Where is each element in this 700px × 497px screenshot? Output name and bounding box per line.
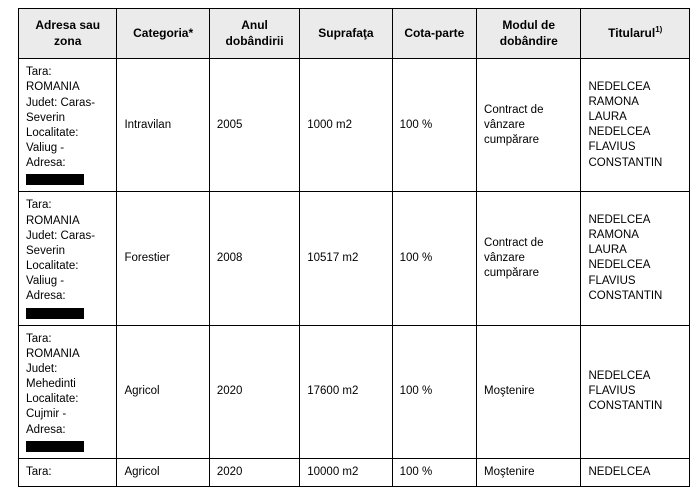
table-row xyxy=(19,192,690,325)
cell-suprafata: 17600 m2 xyxy=(300,325,392,458)
owner-line: RAMONA xyxy=(588,229,639,242)
cell-titularul xyxy=(581,458,690,486)
modul-line: vânzare xyxy=(484,118,525,131)
column-header-cota: Cota-parte xyxy=(392,9,476,59)
column-header-suprafata: Suprafaţa xyxy=(300,9,392,59)
owner-line: FLAVIUS xyxy=(588,274,636,287)
address-line: Valiug - xyxy=(26,275,65,288)
assets-table xyxy=(18,8,690,487)
address-line: Adresa: xyxy=(26,423,66,436)
cell-cota: 100 % xyxy=(392,325,476,458)
address-line: Tara: xyxy=(26,465,52,478)
cell-categoria: Agricol xyxy=(117,325,209,458)
cell-suprafata: 10000 m2 xyxy=(300,458,392,486)
cell-categoria: Forestier xyxy=(117,192,209,325)
cell-modul xyxy=(477,325,581,458)
redaction-bar xyxy=(26,308,84,319)
owner-line: NEDELCEA xyxy=(588,369,651,382)
cell-modul xyxy=(477,59,581,192)
cell-titularul xyxy=(581,192,690,325)
table-header xyxy=(19,9,690,59)
owner-line: FLAVIUS xyxy=(588,385,636,398)
address-line: ROMANIA xyxy=(26,214,80,227)
column-header-titularul-label: Titularul xyxy=(608,26,656,41)
address-line: Adresa: xyxy=(26,157,66,170)
cell-cota: 100 % xyxy=(392,59,476,192)
owner-line: NEDELCEA xyxy=(588,465,651,478)
address-line: Tara: xyxy=(26,332,52,345)
table-body xyxy=(19,59,690,487)
cell-titularul xyxy=(581,325,690,458)
column-header-adresa: Adresa sau zona xyxy=(19,9,117,59)
owner-line: CONSTANTIN xyxy=(588,156,663,169)
cell-titularul xyxy=(581,59,690,192)
column-header-modul: Modul de dobândire xyxy=(477,9,581,59)
owner-line: CONSTANTIN xyxy=(588,289,663,302)
cell-cota: 100 % xyxy=(392,458,476,486)
owner-line: NEDELCEA xyxy=(588,259,651,272)
table-row xyxy=(19,59,690,192)
address-line: Judet: xyxy=(26,362,58,375)
owner-line: LAURA xyxy=(588,244,627,257)
modul-line: Contract de xyxy=(484,236,544,249)
table-row xyxy=(19,325,690,458)
address-line: Judet: Caras- xyxy=(26,96,96,109)
modul-line: cumpărare xyxy=(484,133,539,146)
cell-suprafata: 10517 m2 xyxy=(300,192,392,325)
address-line: Valiug - xyxy=(26,142,65,155)
address-line: Localitate: xyxy=(26,393,79,406)
address-line: Localitate: xyxy=(26,126,79,139)
modul-line: Moştenire xyxy=(484,385,535,398)
owner-line: NEDELCEA xyxy=(588,213,651,226)
owner-line: NEDELCEA xyxy=(588,80,651,93)
address-line: Cujmir - xyxy=(26,408,67,421)
modul-line: Moştenire xyxy=(484,465,535,478)
cell-modul xyxy=(477,458,581,486)
address-line: Tara: xyxy=(26,66,52,79)
owner-line: CONSTANTIN xyxy=(588,400,663,413)
cell-anul: 2020 xyxy=(209,458,299,486)
cell-anul: 2005 xyxy=(209,59,299,192)
address-line: Adresa: xyxy=(26,290,66,303)
cell-anul: 2020 xyxy=(209,325,299,458)
redaction-bar xyxy=(26,174,84,185)
owner-line: RAMONA xyxy=(588,95,639,108)
cell-adresa xyxy=(19,192,117,325)
column-header-anul: Anul dobândirii xyxy=(209,9,299,59)
owner-line: NEDELCEA xyxy=(588,126,651,139)
address-line: Severin xyxy=(26,111,65,124)
modul-line: vânzare xyxy=(484,251,525,264)
address-line: ROMANIA xyxy=(26,347,80,360)
cell-categoria: Intravilan xyxy=(117,59,209,192)
owner-line: LAURA xyxy=(588,111,627,124)
cell-adresa xyxy=(19,325,117,458)
address-line: Localitate: xyxy=(26,260,79,273)
cell-modul xyxy=(477,192,581,325)
cell-anul: 2008 xyxy=(209,192,299,325)
footnote-marker: 1) xyxy=(655,25,663,35)
table-row xyxy=(19,458,690,486)
address-line: Mehedinti xyxy=(26,378,76,391)
address-line: Tara: xyxy=(26,199,52,212)
redaction-bar xyxy=(26,441,84,452)
modul-line: Contract de xyxy=(484,103,544,116)
cell-suprafata: 1000 m2 xyxy=(300,59,392,192)
column-header-titularul xyxy=(581,9,690,59)
header-row xyxy=(19,9,690,59)
column-header-categoria: Categoria* xyxy=(117,9,209,59)
cell-adresa xyxy=(19,458,117,486)
address-line: ROMANIA xyxy=(26,81,80,94)
cell-cota: 100 % xyxy=(392,192,476,325)
address-line: Severin xyxy=(26,244,65,257)
modul-line: cumpărare xyxy=(484,267,539,280)
cell-categoria: Agricol xyxy=(117,458,209,486)
cell-adresa xyxy=(19,59,117,192)
address-line: Judet: Caras- xyxy=(26,229,96,242)
owner-line: FLAVIUS xyxy=(588,141,636,154)
